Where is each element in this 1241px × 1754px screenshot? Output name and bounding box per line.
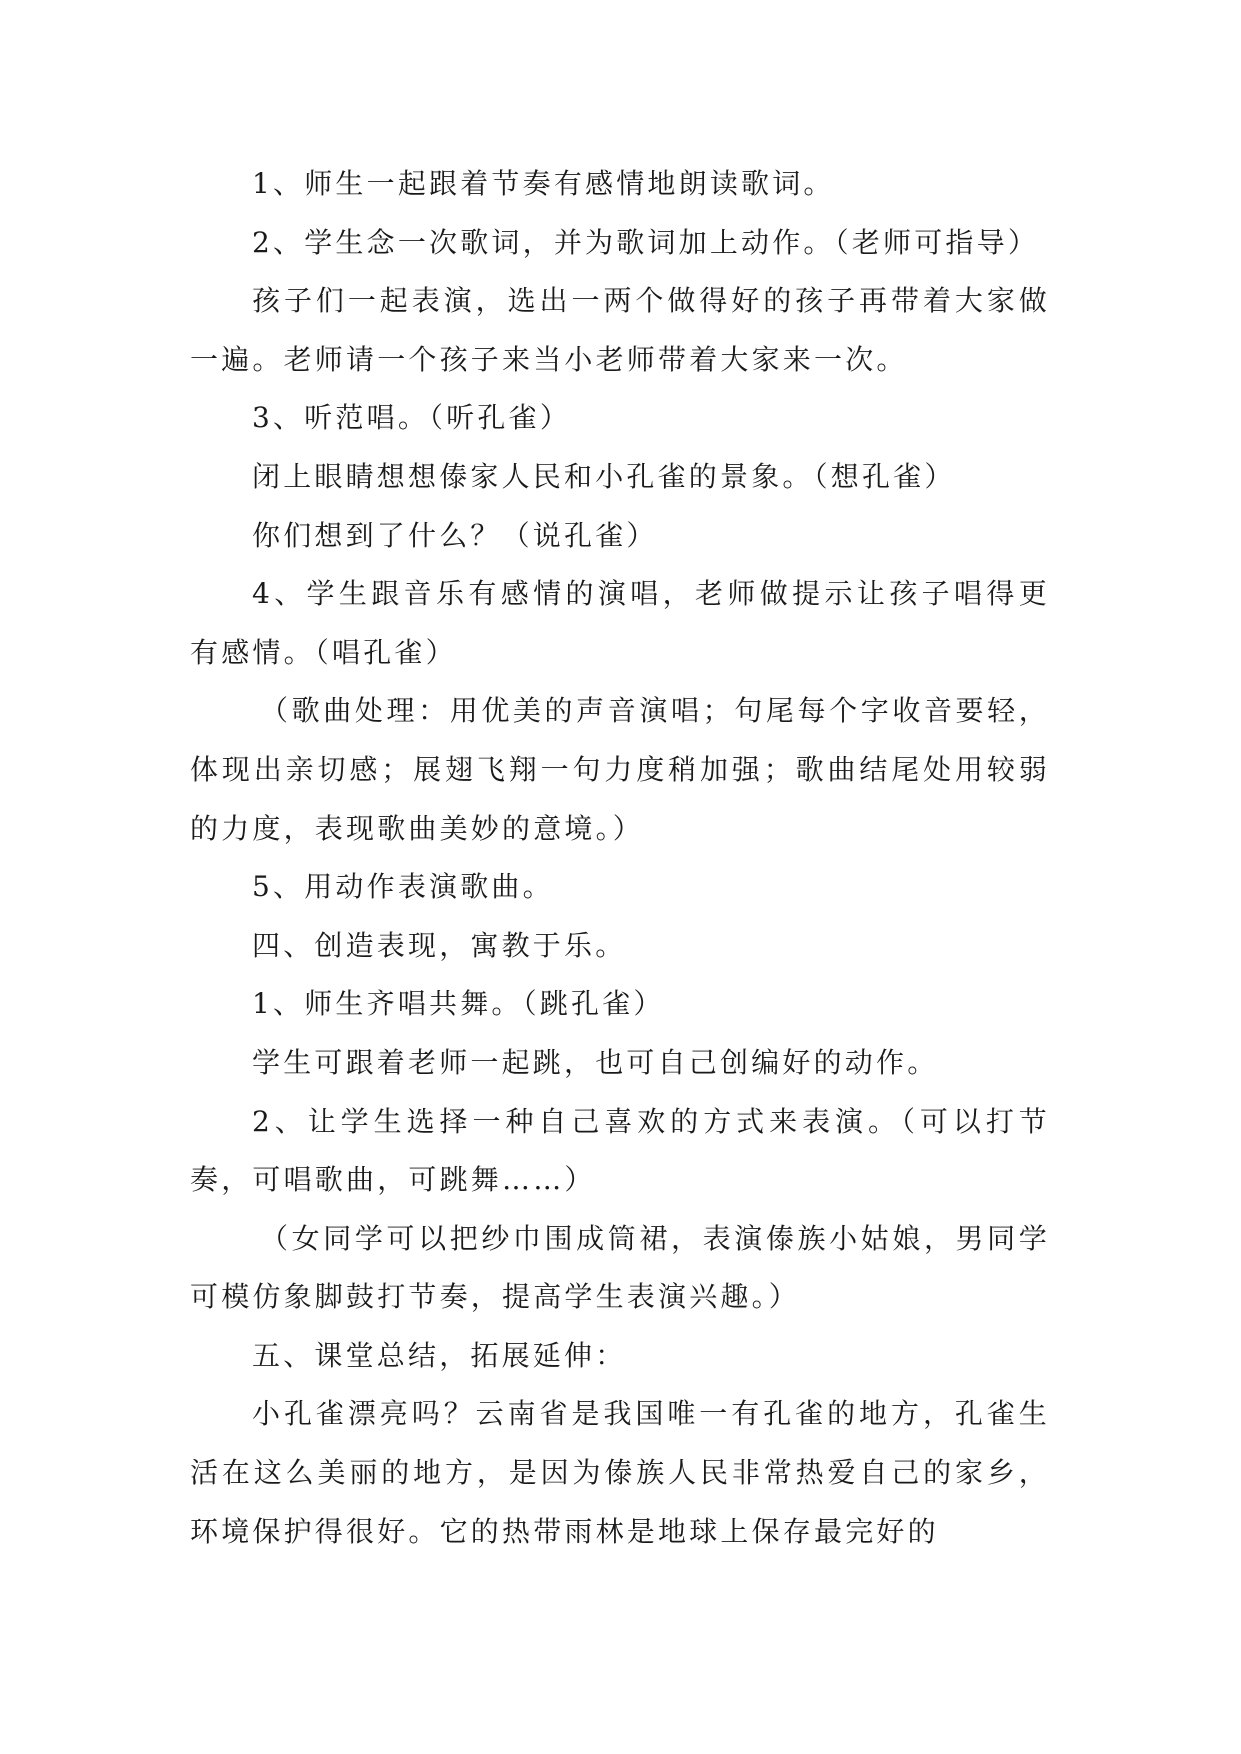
section-heading-5: 五、课堂总结，拓展延伸： bbox=[252, 1338, 627, 1372]
section-heading-4: 四、创造表现，寓教于乐。 bbox=[252, 928, 627, 962]
paragraph-14: （女同学可以把纱巾围成筒裙，表演傣族小姑娘，男同学可模仿象脚鼓打节奏，提高学生表演兴趣。） bbox=[190, 1221, 1050, 1314]
paragraph-4: 3、听范唱。（听孔雀） bbox=[252, 401, 572, 435]
paragraph-12: 学生可跟着老师一起跳，也可自己创编好的动作。 bbox=[252, 1045, 939, 1079]
paragraph-13: 2、让学生选择一种自己喜欢的方式来表演。（可以打节奏，可唱歌曲，可跳舞……） bbox=[190, 1104, 1050, 1197]
paragraph-2: 2、学生念一次歌词，并为歌词加上动作。（老师可指导） bbox=[252, 225, 1040, 259]
paragraph-6: 你们想到了什么？（说孔雀） bbox=[252, 518, 658, 552]
paragraph-16: 小孔雀漂亮吗？云南省是我国唯一有孔雀的地方，孔雀生活在这么美丽的地方，是因为傣族人民非常热爱自己的家乡，环境保护得很好。它的热带雨林是地球上保存最完好的 bbox=[190, 1397, 1050, 1548]
paragraph-5: 闭上眼睛想想傣家人民和小孔雀的景象。（想孔雀） bbox=[252, 459, 956, 493]
paragraph-11: 1、师生齐唱共舞。（跳孔雀） bbox=[252, 987, 665, 1021]
paragraph-9: 5、用动作表演歌曲。 bbox=[252, 870, 554, 904]
paragraph-8: （歌曲处理：用优美的声音演唱；句尾每个字收音要轻，体现出亲切感；展翅飞翔一句力度稍加强；歌曲结尾处用较弱的力度，表现歌曲美妙的意境。） bbox=[190, 694, 1050, 845]
paragraph-7: 4、学生跟音乐有感情的演唱，老师做提示让孩子唱得更有感情。（唱孔雀） bbox=[190, 577, 1050, 669]
paragraph-3: 孩子们一起表演，选出一两个做得好的孩子再带着大家做一遍。老师请一个孩子来当小老师带着大家来一次。 bbox=[190, 284, 1050, 376]
document-body bbox=[190, 155, 1050, 1561]
paragraph-1: 1、师生一起跟着节奏有感情地朗读歌词。 bbox=[252, 167, 835, 200]
